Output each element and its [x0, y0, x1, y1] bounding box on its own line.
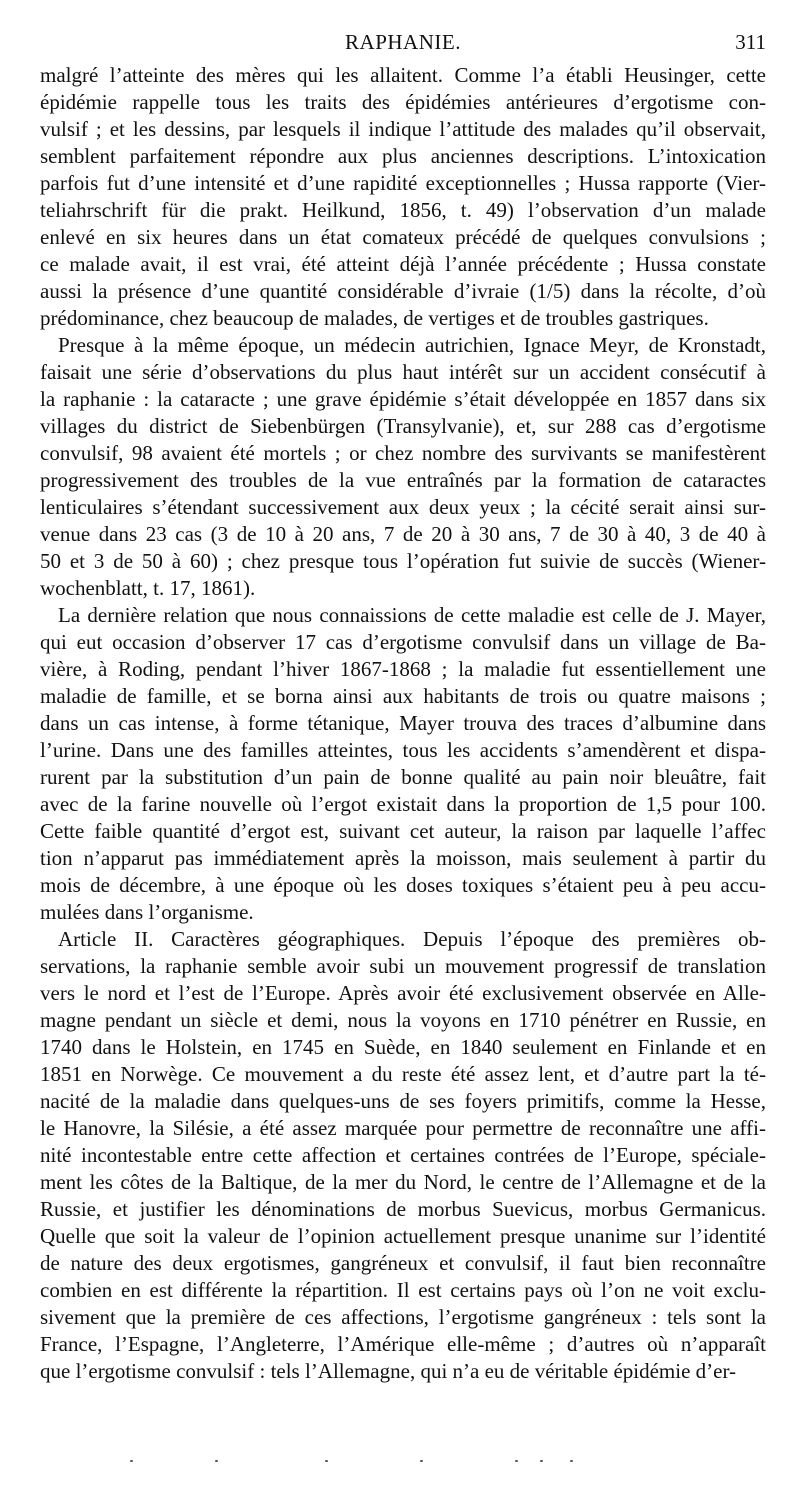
text-line: vière, à Roding, pendant l’hiver 1867-1868 ; la maladie fut essentiellement une [40, 657, 766, 681]
text-line: France, l’Espagne, l’Angleterre, l’Amérique elle-même ; d’autres où n’apparaît [40, 1332, 766, 1356]
text-line: La dernière relation que nous connaissions de cette maladie est celle de J. Mayer, [58, 603, 766, 627]
text-line: malgré l’atteinte des mères qui les allaitent. Comme l’a établi Heusinger, cette [40, 63, 766, 87]
print-speck [570, 1460, 573, 1462]
text-line: qui eut occasion d’observer 17 cas d’ergotisme convulsif dans un village de Ba- [40, 630, 766, 654]
text-line: servations, la raphanie semble avoir subi un mouvement progressif de translation [40, 954, 766, 978]
text-line: maladie de famille, et se borna ainsi aux habitants de trois ou quatre maisons ; [40, 684, 766, 708]
text-line: vulsif ; et les dessins, par lesquels il indique l’attitude des malades qu’il observait, [40, 117, 766, 141]
print-speck [540, 1460, 543, 1462]
text-line: villages du district de Siebenbürgen (Transylvanie), et, sur 288 cas d’ergotisme [40, 414, 766, 438]
text-line: de nature des deux ergotismes, gangréneux et convulsif, il faut bien reconnaître [40, 1251, 766, 1275]
text-line: tion n’apparut pas immédiatement après la moisson, mais seulement à partir du [40, 846, 766, 870]
text-line: 1851 en Norwège. Ce mouvement a du reste été assez lent, et d’autre part la té- [40, 1062, 766, 1086]
text-line: Presque à la même époque, un médecin autrichien, Ignace Meyr, de Kronstadt, [58, 333, 766, 357]
print-specks [120, 1460, 640, 1466]
paragraph-4 [40, 926, 766, 1385]
text-line: prédominance, chez beaucoup de malades, de vertiges et de troubles gastriques. [40, 306, 709, 330]
text-line: ment les côtes de la Baltique, de la mer du Nord, le centre de l’Allemagne et de la [40, 1170, 766, 1194]
text-line: mois de décembre, à une époque où les doses toxiques s’étaient peu à peu accu- [40, 873, 766, 897]
paragraph-1 [40, 62, 766, 332]
text-line: que l’ergotisme convulsif : tels l’Allemagne, qui n’a eu de véritable épidémie d’er- [40, 1359, 737, 1383]
text-line: nité incontestable entre cette affection et certaines contrées de l’Europe, spéciale- [40, 1143, 766, 1167]
text-line: avec de la farine nouvelle où l’ergot existait dans la proportion de 1,5 pour 100. [40, 792, 766, 816]
text-line: Article II. Caractères géographiques. Depuis l’époque des premières ob- [58, 927, 766, 951]
text-line: la raphanie : la cataracte ; une grave épidémie s’était développée en 1857 dans six [40, 387, 766, 411]
text-line: dans un cas intense, à forme tétanique, Mayer trouva des traces d’albumine dans [40, 711, 766, 735]
paragraph-2 [40, 332, 766, 602]
text-line: épidémie rappelle tous les traits des épidémies antérieures d’ergotisme con- [40, 90, 766, 114]
body-text [40, 62, 766, 1385]
text-line: ce malade avait, il est vrai, été atteint déjà l’année précédente ; Hussa constate [40, 252, 766, 276]
text-line: convulsif, 98 avaient été mortels ; or chez nombre des survivants se manifestèrent [40, 441, 766, 465]
text-line: sivement que la première de ces affections, l’ergotisme gangréneux : tels sont la [40, 1305, 766, 1329]
text-line: 1740 dans le Holstein, en 1745 en Suède, en 1840 seulement en Finlande et en [40, 1035, 766, 1059]
text-line: parfois fut d’une intensité et d’une rapidité exceptionnelles ; Hussa rapporte (Vier- [40, 171, 766, 195]
print-speck [325, 1460, 328, 1462]
print-speck [130, 1460, 133, 1462]
text-line: aussi la présence d’une quantité considérable d’ivraie (1/5) dans la récolte, d’où [40, 279, 766, 303]
text-line: mulées dans l’organisme. [40, 900, 254, 924]
text-line: nacité de la maladie dans quelques-uns de ses foyers primitifs, comme la Hesse, [40, 1089, 766, 1113]
text-line: vers le nord et l’est de l’Europe. Après avoir été exclusivement observée en Alle- [40, 981, 766, 1005]
print-speck [420, 1460, 423, 1462]
text-line: rurent par la substitution d’un pain de bonne qualité au pain noir bleuâtre, fait [40, 765, 766, 789]
print-speck [515, 1460, 518, 1462]
page-header [40, 22, 766, 56]
text-line: faisait une série d’observations du plus haut intérêt sur un accident consécutif à [40, 360, 766, 384]
text-line: lenticulaires s’étendant successivement aux deux yeux ; la cécité serait ainsi sur- [40, 495, 766, 519]
text-line: Quelle que soit la valeur de l’opinion actuellement presque unanime sur l’identité [40, 1224, 766, 1248]
text-line: l’urine. Dans une des familles atteintes, tous les accidents s’amendèrent et dispa- [40, 738, 766, 762]
text-line: magne pendant un siècle et demi, nous la voyons en 1710 pénétrer en Russie, en [40, 1008, 766, 1032]
text-line: le Hanovre, la Silésie, a été assez marquée pour permettre de reconnaître une affi- [40, 1116, 766, 1140]
text-line: combien en est différente la répartition. Il est certains pays où l’on ne voit exclu- [40, 1278, 766, 1302]
text-line: venue dans 23 cas (3 de 10 à 20 ans, 7 de 20 à 30 ans, 7 de 30 à 40, 3 de 40 à [40, 522, 766, 546]
print-speck [215, 1460, 218, 1462]
text-line: semblent parfaitement répondre aux plus anciennes descriptions. L’intoxication [40, 144, 766, 168]
text-line: Russie, et justifier les dénominations de morbus Suevicus, morbus Germanicus. [40, 1197, 766, 1221]
page-number: 311 [735, 30, 766, 54]
text-line: enlevé en six heures dans un état comateux précédé de quelques convulsions ; [40, 225, 766, 249]
text-line: teliahrschrift für die prakt. Heilkund, 1856, t. 49) l’observation d’un malade [40, 198, 766, 222]
text-line: Cette faible quantité d’ergot est, suivant cet auteur, la raison par laquelle l’affec [40, 819, 766, 843]
text-line: wochenblatt, t. 17, 1861). [40, 576, 256, 600]
running-head: RAPHANIE. [345, 30, 461, 54]
paragraph-3 [40, 602, 766, 926]
text-line: progressivement des troubles de la vue entraînés par la formation de cataractes [40, 468, 766, 492]
text-line: 50 et 3 de 50 à 60) ; chez presque tous l’opération fut suivie de succès (Wiener- [40, 549, 766, 573]
